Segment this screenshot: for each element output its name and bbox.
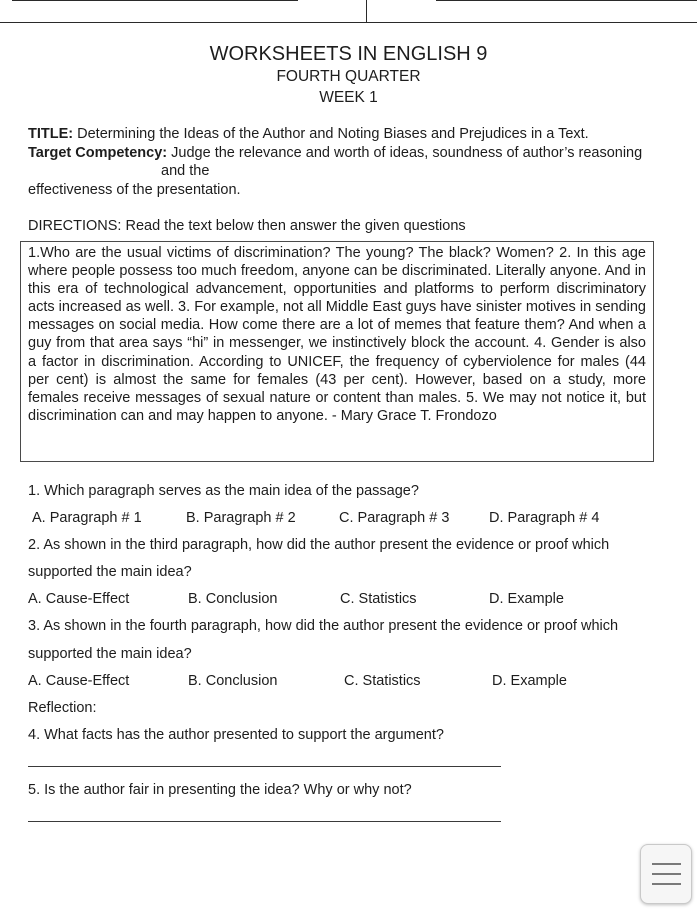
title-text: Determining the Ideas of the Author and Noting Biases and Prejudices in a Text. [73,126,589,142]
q3-option-a[interactable]: A. Cause-Effect [28,673,130,689]
worksheet-title: WORKSHEETS IN ENGLISH 9 [209,43,488,65]
q2-option-b[interactable]: B. Conclusion [188,591,278,607]
q1-option-a[interactable]: A. Paragraph # 1 [32,510,142,526]
question-3-line-2: supported the main idea? [28,646,192,662]
quarter-label: FOURTH QUARTER [276,68,421,85]
question-5: 5. Is the author fair in presenting the idea? Why or why not? [28,782,412,798]
top-rule-left [12,0,298,1]
question-3-line-1: 3. As shown in the fourth paragraph, how did the author present the evidence or proof which [28,618,619,634]
q3-option-b[interactable]: B. Conclusion [188,673,278,689]
title-label: TITLE: [28,126,74,142]
target-competency [28,145,642,161]
lesson-title [28,126,589,142]
reflection-label: Reflection: [28,700,97,716]
top-rule-right [436,0,697,1]
menu-button[interactable] [640,844,692,904]
competency-continuation-1: and the [161,163,210,179]
question-4-answer-line[interactable] [28,766,501,767]
question-4: 4. What facts has the author presented to support the argument? [28,727,444,743]
q2-option-d[interactable]: D. Example [489,591,564,607]
question-2-line-1: 2. As shown in the third paragraph, how did the author present the evidence or proof which [28,537,610,553]
competency-continuation-2: effectiveness of the presentation. [28,182,241,198]
week-label: WEEK 1 [319,89,378,106]
q2-option-c[interactable]: C. Statistics [340,591,417,607]
directions-text: : Read the text below then answer the given questions [117,218,466,234]
directions-label: DIRECTIONS [28,218,118,234]
q3-option-d[interactable]: D. Example [492,673,567,689]
competency-label: Target Competency: [28,145,168,161]
reading-passage: 1.Who are the usual victims of discrimination? The young? The black? Women? 2. In this age where people possess too much freedom, anyone can be discriminated. Literally anyone. And in this era of technological advancement, opportunities and platforms to perform discriminatory acts increased as well. 3. For example, not all Middle East guys have sinister motives in sending messages on social media. How come there are a lot of memes that feature them? And when a guy from that area says “hi” in messenger, we instinctively block the account. 4. Gender is also a factor in discrimination. According to UNICEF, the frequency of cyberviolence for males (44 per cent) is almost the same for females (43 per cent). However, based on a study, more females receive messages of sexual nature or content than males. 5. We may not notice it, but discrimination can and may happen to anyone. - Mary Grace T. Frondozo [20,241,654,462]
q1-option-c[interactable]: C. Paragraph # 3 [339,510,450,526]
q2-option-a[interactable]: A. Cause-Effect [28,591,130,607]
q3-option-c[interactable]: C. Statistics [344,673,421,689]
question-2-line-2: supported the main idea? [28,564,192,580]
directions [28,218,466,234]
q1-option-d[interactable]: D. Paragraph # 4 [489,510,600,526]
question-1: 1. Which paragraph serves as the main idea of the passage? [28,483,419,499]
competency-text: Judge the relevance and worth of ideas, soundness of author’s reasoning [167,145,643,161]
header-vertical-divider [366,0,367,23]
question-5-answer-line[interactable] [28,821,501,822]
q1-option-b[interactable]: B. Paragraph # 2 [186,510,296,526]
header-divider [0,22,697,23]
